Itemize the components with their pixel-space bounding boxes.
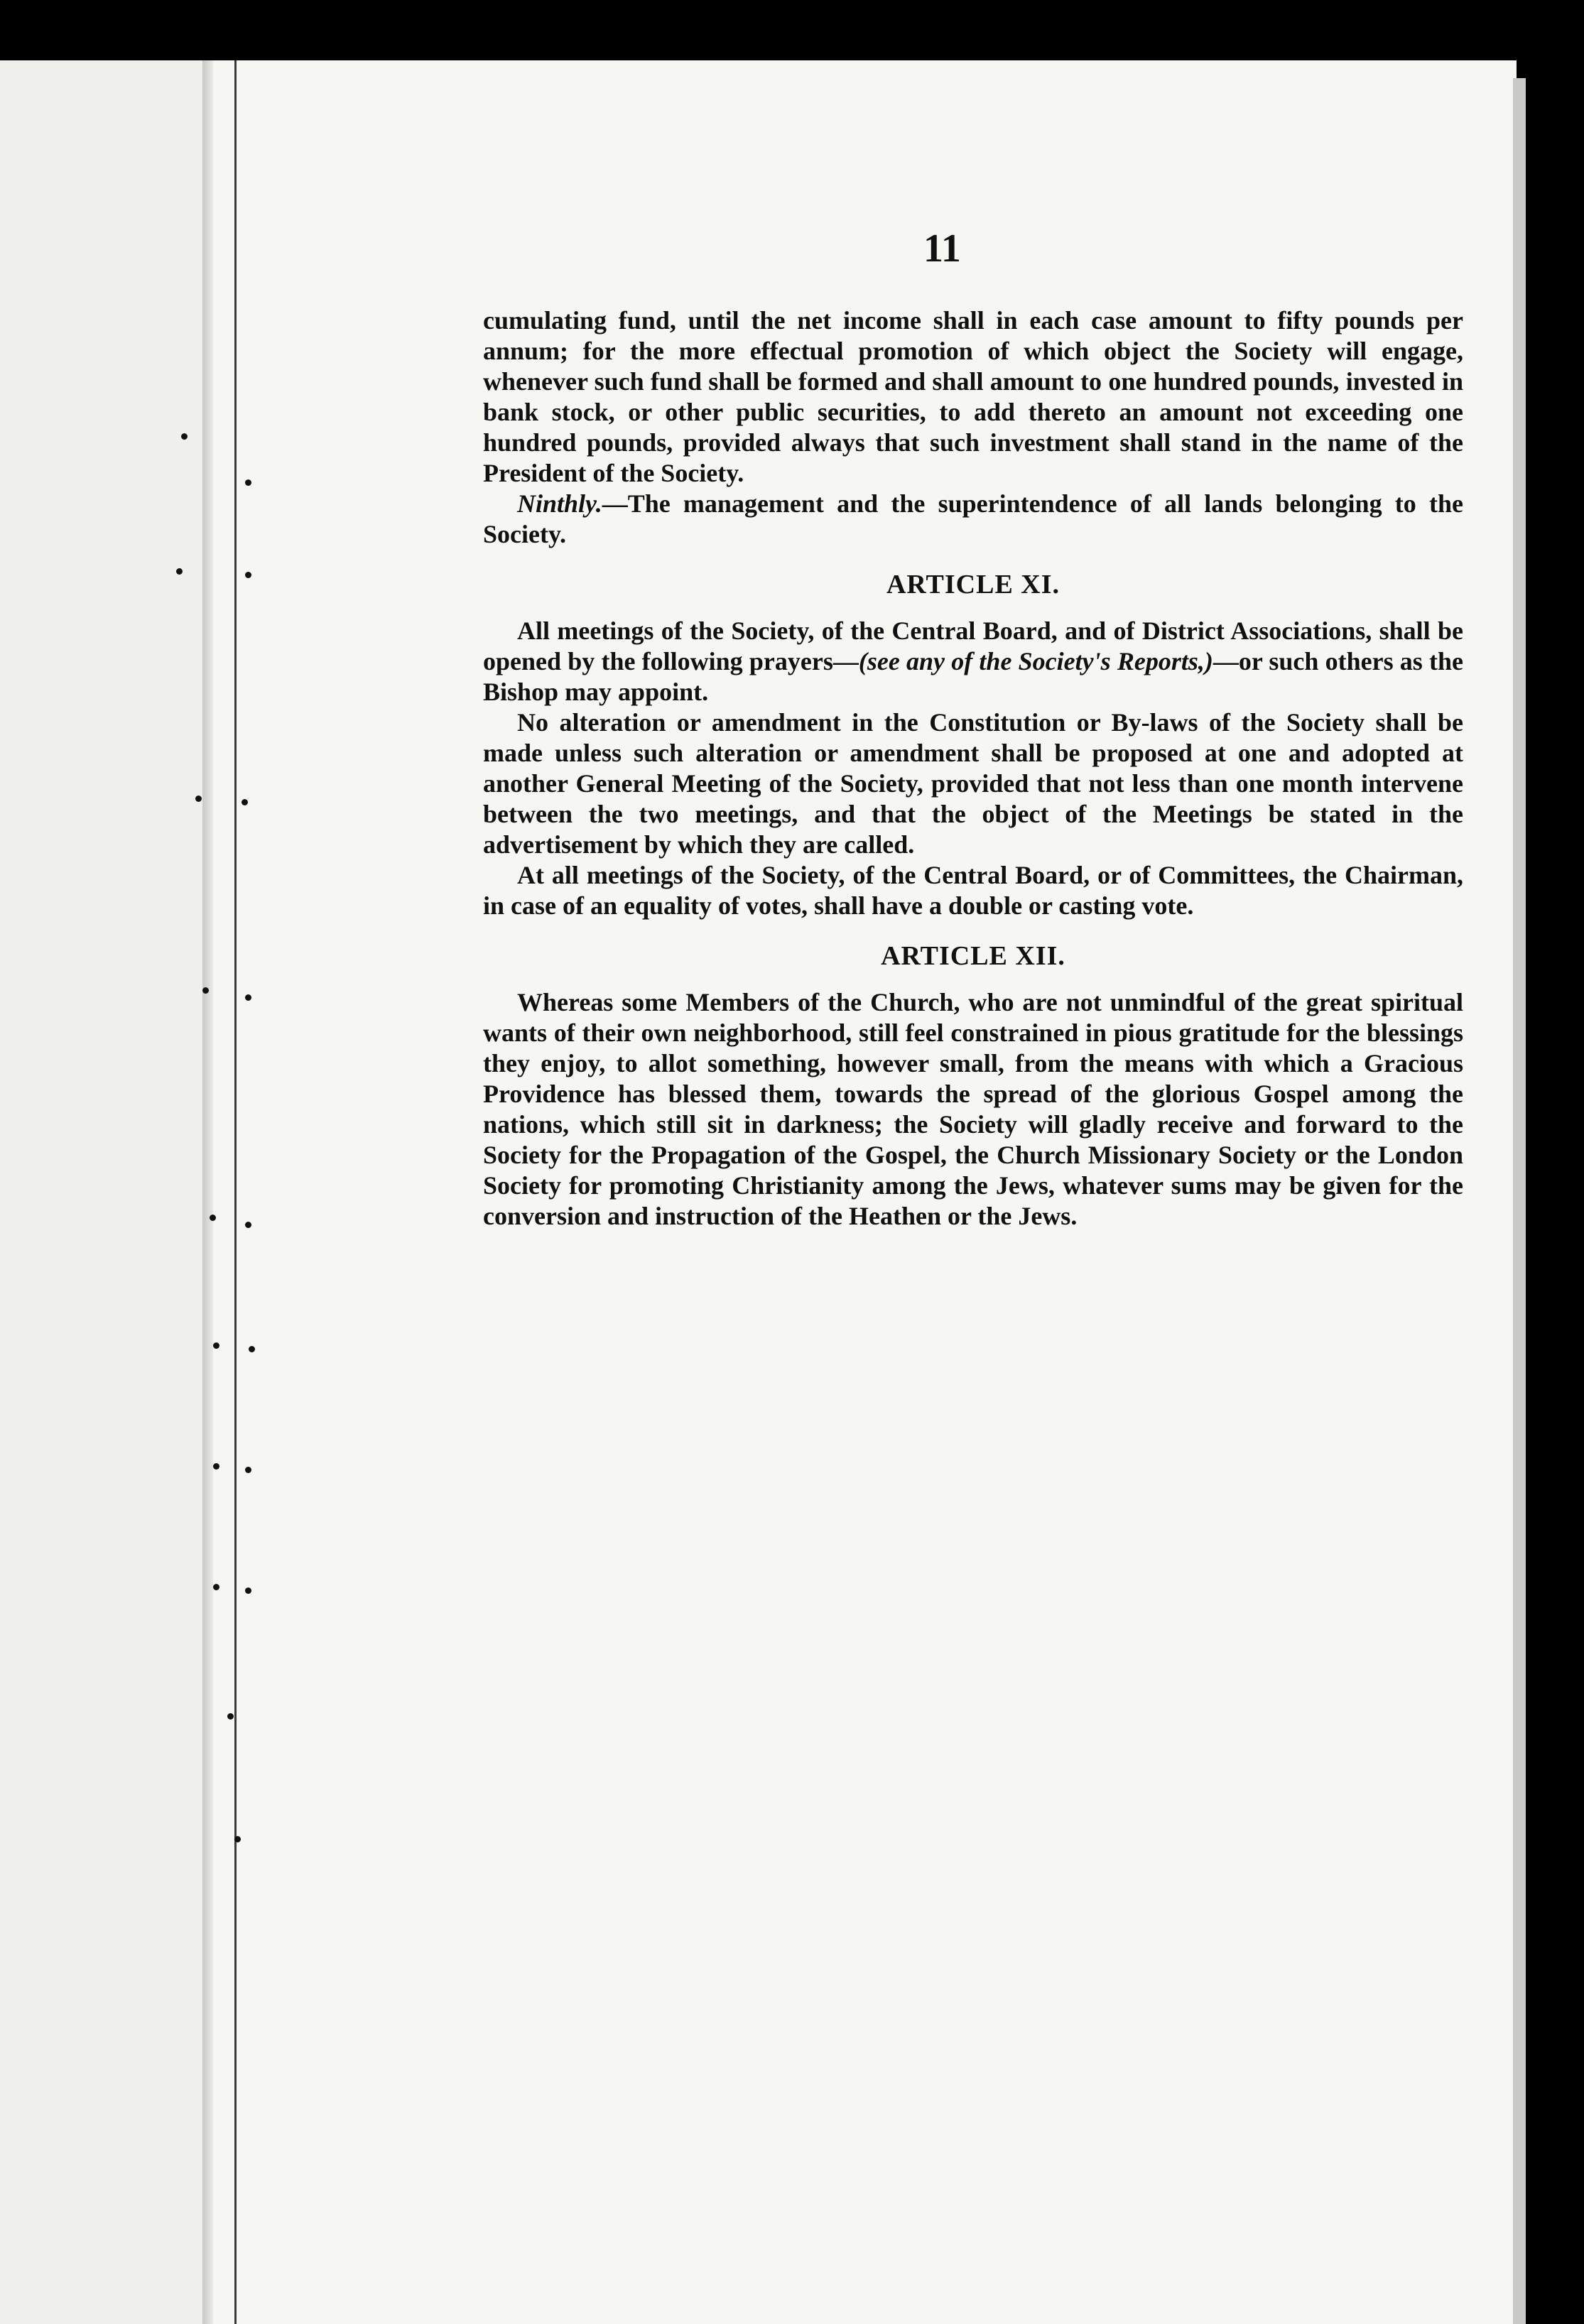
binding-hole (213, 1463, 219, 1470)
paragraph: Whereas some Members of the Church, who are not unmindful of the great spiritual wants of their own neighborhood, still feel constrained in pious gratitude for the blessings they enjoy, to allot something, however small, from the means with which a Gracious Providence has blessed them, towards the spread of the glorious Gospel among the nations, which still sit in darkness; the Society will gladly receive and forward to the Society for the Propagation of the Gospel, the Church Missionary Society or the London Society for promoting Christianity among the Jews, whatever sums may be given for the conversion and instruction of the Heathen or the Jews. (483, 988, 1463, 1230)
binding-hole (213, 1342, 219, 1349)
binding-hole (213, 1584, 219, 1590)
article-heading: ARTICLE XI. (886, 570, 1060, 599)
binding-hole (245, 1222, 251, 1228)
paragraph (483, 489, 1463, 550)
paragraph-text: —The management and the superintendence of all lands belonging to the Society. (483, 489, 1463, 548)
binding-hole (181, 433, 188, 440)
binding-hole (245, 479, 251, 486)
binding-hole (227, 1713, 234, 1720)
binding-hole (234, 1836, 241, 1842)
paragraph-text: —or such others as the Bishop may appoint. (483, 647, 1463, 706)
binding-hole (195, 796, 202, 802)
paragraph-text: All meetings of the Society, of the Central Board, and of District Associations, shall be opened by the following prayers— (483, 617, 1463, 675)
binding-hole (176, 568, 183, 575)
binding-hole (202, 987, 209, 994)
body-text (483, 213, 1463, 1232)
paragraph: At all meetings of the Society, of the Central Board, or of Committees, the Chairman, in case of an equality of votes, shall have a double or casting vote. (483, 861, 1463, 920)
paragraph-italic: (see any of the Society's Reports,) (858, 647, 1213, 675)
binding-hole (245, 1587, 251, 1594)
paragraph-lead: Ninthly. (517, 489, 602, 518)
binding-hole (242, 799, 248, 805)
left-page-margin (0, 60, 206, 2324)
paragraph: No alteration or amendment in the Constitution or By-laws of the Society shall be made unless such alteration or amendment shall be proposed at one and adopted at another General Meeting of the Society, provided that not less than one month intervene between the two meetings, and that the object of the Meetings be stated in the advertisement by which they are called. (483, 708, 1463, 859)
binding-line (234, 60, 237, 2324)
page-number: 11 (923, 227, 961, 271)
binding-hole (210, 1215, 216, 1221)
binding-hole (245, 1467, 251, 1473)
binding-hole (249, 1346, 255, 1352)
paragraph: cumulating fund, until the net income shall in each case amount to fifty pounds per annum; for the more effectual promotion of which object the Society will engage, whenever such fund shall be formed and shall amount to one hundred pounds, invested in bank stock, or other public securities, to add thereto an amount not exceeding one hundred pounds, provided always that such investment shall stand in the name of the President of the Society. (483, 306, 1463, 487)
page-edge (1513, 78, 1526, 2324)
binding-hole (245, 572, 251, 578)
paragraph (483, 616, 1463, 707)
binding-hole (245, 994, 251, 1001)
article-heading: ARTICLE XII. (881, 941, 1065, 971)
scan-border (1526, 85, 1584, 2324)
